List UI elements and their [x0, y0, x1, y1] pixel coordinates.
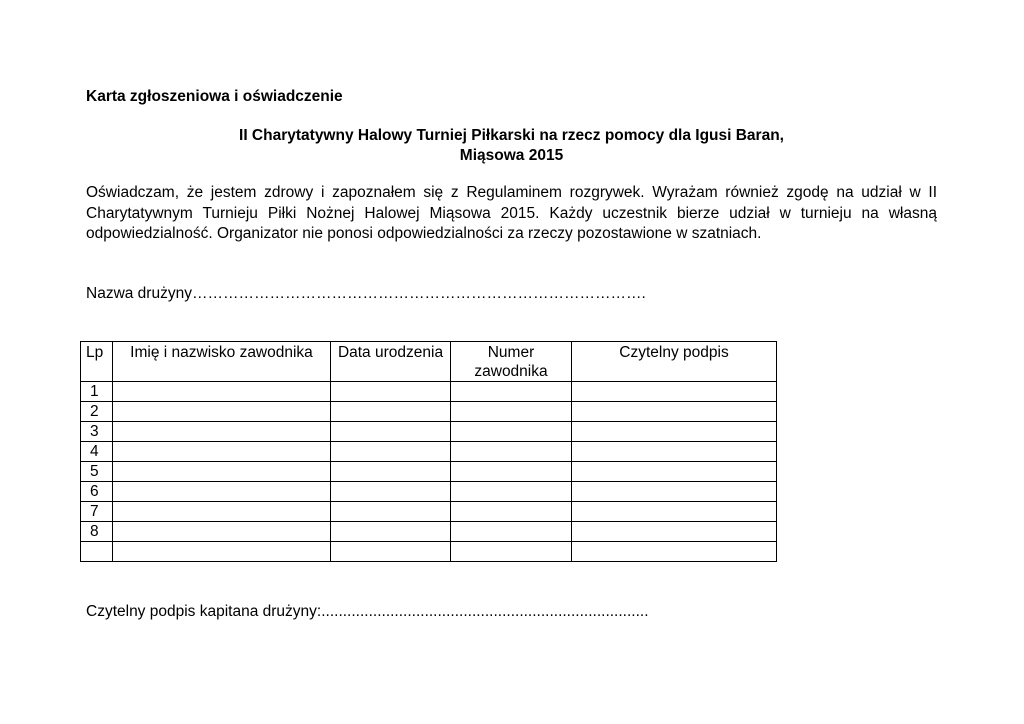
- table-row: [81, 442, 777, 462]
- column-header-birth-date: Data urodzenia: [331, 342, 451, 382]
- form-heading: Karta zgłoszeniowa i oświadczenie: [86, 88, 343, 105]
- birth-date-cell[interactable]: [331, 542, 451, 562]
- table-row: [81, 402, 777, 422]
- row-number: 1: [81, 382, 113, 402]
- table-header-row: [81, 342, 777, 382]
- table-row: [81, 422, 777, 442]
- player-name-cell[interactable]: [113, 482, 331, 502]
- row-number: [81, 542, 113, 562]
- row-number: 7: [81, 502, 113, 522]
- birth-date-cell[interactable]: [331, 502, 451, 522]
- row-number: 2: [81, 402, 113, 422]
- birth-date-cell[interactable]: [331, 522, 451, 542]
- team-name-dotted-line[interactable]: …………………………………………………………………………….: [191, 285, 646, 302]
- signature-cell[interactable]: [572, 522, 777, 542]
- signature-cell[interactable]: [572, 542, 777, 562]
- birth-date-cell[interactable]: [331, 482, 451, 502]
- table-row: [81, 462, 777, 482]
- row-number: 6: [81, 482, 113, 502]
- team-name-label: Nazwa drużyny: [86, 285, 192, 302]
- signature-cell[interactable]: [572, 502, 777, 522]
- player-name-cell[interactable]: [113, 462, 331, 482]
- player-name-cell[interactable]: [113, 422, 331, 442]
- player-name-cell[interactable]: [113, 522, 331, 542]
- column-header-signature: Czytelny podpis: [572, 342, 777, 382]
- player-number-cell[interactable]: [451, 462, 572, 482]
- player-name-cell[interactable]: [113, 402, 331, 422]
- player-name-cell[interactable]: [113, 442, 331, 462]
- player-number-cell[interactable]: [451, 402, 572, 422]
- player-roster-table: [80, 341, 777, 562]
- row-number: 8: [81, 522, 113, 542]
- player-number-cell[interactable]: [451, 502, 572, 522]
- captain-signature-label: Czytelny podpis kapitana drużyny:: [86, 603, 322, 620]
- player-number-cell[interactable]: [451, 442, 572, 462]
- player-number-cell[interactable]: [451, 422, 572, 442]
- birth-date-cell[interactable]: [331, 462, 451, 482]
- birth-date-cell[interactable]: [331, 402, 451, 422]
- birth-date-cell[interactable]: [331, 422, 451, 442]
- table-row: [81, 522, 777, 542]
- signature-cell[interactable]: [572, 442, 777, 462]
- player-number-cell[interactable]: [451, 522, 572, 542]
- player-number-cell[interactable]: [451, 482, 572, 502]
- table-row: [81, 542, 777, 562]
- captain-signature-dotted-line[interactable]: ............................................................................: [321, 603, 649, 620]
- signature-cell[interactable]: [572, 462, 777, 482]
- row-number: 4: [81, 442, 113, 462]
- table-row: [81, 382, 777, 402]
- player-name-cell[interactable]: [113, 502, 331, 522]
- row-number: 3: [81, 422, 113, 442]
- table-row: [81, 502, 777, 522]
- team-name-field[interactable]: [86, 285, 646, 303]
- birth-date-cell[interactable]: [331, 382, 451, 402]
- signature-cell[interactable]: [572, 422, 777, 442]
- captain-signature-field[interactable]: [86, 603, 649, 621]
- player-number-cell[interactable]: [451, 382, 572, 402]
- signature-cell[interactable]: [572, 382, 777, 402]
- signature-cell[interactable]: [572, 482, 777, 502]
- player-number-cell[interactable]: [451, 542, 572, 562]
- column-header-lp: Lp: [81, 342, 113, 382]
- event-title-line-2: Miąsowa 2015: [459, 147, 564, 164]
- declaration-paragraph: Oświadczam, że jestem zdrowy i zapoznałem się z Regulaminem rozgrywek. Wyrażam również zgodę na udział w II Charytatywnym Turnieju Piłki Nożnej Halowej Miąsowa 2015. Każdy uczestnik bierze udział w turnieju na własną odpowiedzialność. Organizator nie ponosi odpowiedzialności za rzeczy pozostawione w szatniach.: [86, 184, 937, 242]
- table-row: [81, 482, 777, 502]
- signature-cell[interactable]: [572, 402, 777, 422]
- row-number: 5: [81, 462, 113, 482]
- birth-date-cell[interactable]: [331, 442, 451, 462]
- player-name-cell[interactable]: [113, 382, 331, 402]
- player-name-cell[interactable]: [113, 542, 331, 562]
- event-title-line-1: II Charytatywny Halowy Turniej Piłkarski na rzecz pomocy dla Igusi Baran,: [239, 127, 784, 144]
- column-header-player-number: Numer zawodnika: [451, 342, 572, 382]
- column-header-player-name: Imię i nazwisko zawodnika: [113, 342, 331, 382]
